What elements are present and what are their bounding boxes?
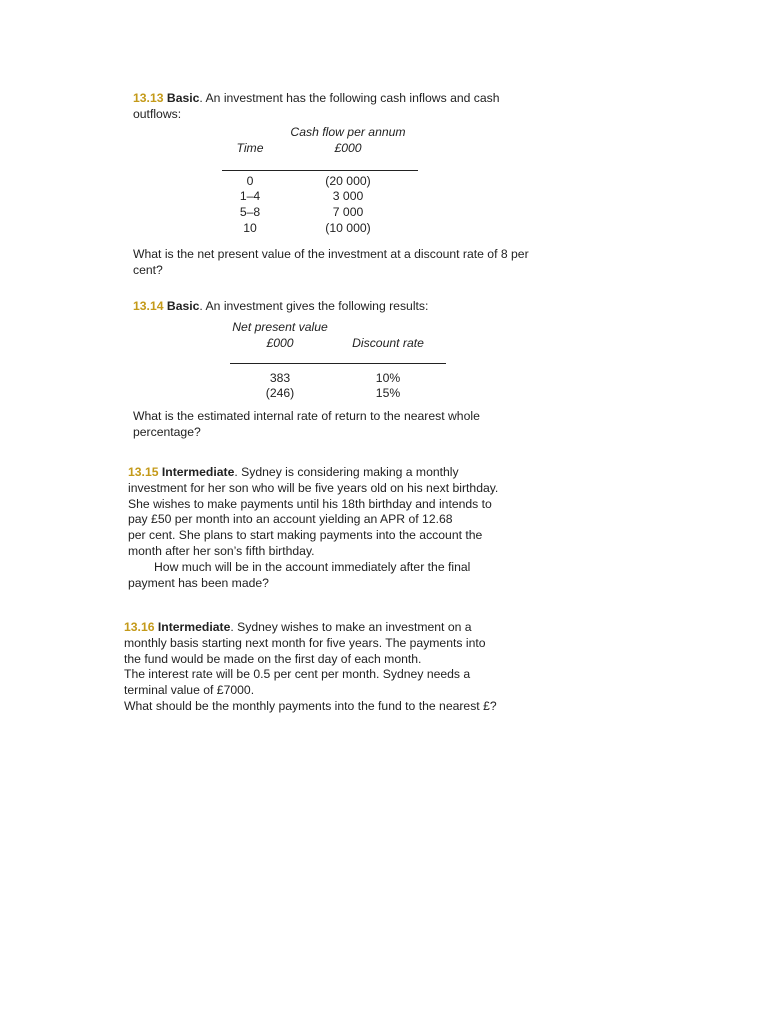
difficulty-level: Basic xyxy=(166,299,200,313)
question-number: 13.13 xyxy=(133,91,164,105)
text-line: pay £50 per month into an account yielding an APR of 12.68 xyxy=(128,512,453,527)
value-cell: 7 000 xyxy=(332,205,364,220)
question-13-13-prompt xyxy=(133,247,538,279)
time-cell: 0 xyxy=(246,173,254,188)
text-line xyxy=(128,465,548,481)
intro-text: . An investment gives the following results: xyxy=(199,299,429,313)
question-text: How much will be in the account immediately after the final xyxy=(154,559,471,574)
cash-flow-header-line1: Cash flow per annum xyxy=(290,125,406,139)
difficulty-level: Intermediate xyxy=(161,465,235,479)
question-13-15 xyxy=(128,465,548,591)
question-13-16 xyxy=(124,620,544,715)
question-number: 13.15 xyxy=(128,465,159,479)
question-text: What is the net present value of the investment at a discount rate of 8 per cent? xyxy=(133,247,529,277)
text-line: . Sydney is considering making a monthly xyxy=(234,465,459,479)
cash-flow-header-line2: £000 xyxy=(334,140,362,155)
question-13-13-intro xyxy=(133,91,533,123)
text-line xyxy=(124,620,544,636)
question-text: What should be the monthly payments into the fund to the nearest £? xyxy=(124,698,497,713)
table-row xyxy=(222,189,418,205)
question-13-13 xyxy=(133,91,533,123)
text-line: investment for her son who will be five years old on his next birthday. xyxy=(128,480,499,495)
table-row xyxy=(222,221,418,237)
text-line: . Sydney wishes to make an investment on a xyxy=(230,620,472,634)
text-line: the fund would be made on the first day of each month. xyxy=(124,651,422,666)
rate-header: Discount rate xyxy=(352,335,424,350)
irr-table xyxy=(230,320,446,402)
question-number: 13.16 xyxy=(124,620,155,634)
question-text: What is the estimated internal rate of return to the nearest whole percentage? xyxy=(133,409,480,439)
question-13-14-intro xyxy=(133,299,533,315)
text-line: terminal value of £7000. xyxy=(124,683,255,698)
text-line: She wishes to make payments until his 18th birthday and intends to xyxy=(128,496,492,511)
time-header: Time xyxy=(236,140,264,155)
value-cell: (20 000) xyxy=(325,173,371,188)
value-cell: 3 000 xyxy=(332,189,364,204)
npv-header-line1: Net present value xyxy=(232,320,328,334)
table-row xyxy=(230,371,446,387)
table-row xyxy=(222,174,418,190)
table-row xyxy=(222,205,418,221)
difficulty-level: Basic xyxy=(166,91,200,105)
question-number: 13.14 xyxy=(133,299,164,313)
cash-flow-table xyxy=(222,125,418,237)
difficulty-level: Intermediate xyxy=(157,620,231,634)
text-line: The interest rate will be 0.5 per cent per month. Sydney needs a xyxy=(124,667,471,682)
time-cell: 5–8 xyxy=(239,205,261,220)
question-text: payment has been made? xyxy=(128,575,269,590)
intro-text: . An investment has the following cash inflows and cash outflows: xyxy=(133,91,500,121)
question-13-14 xyxy=(133,299,533,315)
text-line: month after her son’s fifth birthday. xyxy=(128,543,315,558)
rate-cell: 15% xyxy=(375,386,401,401)
text-line: monthly basis starting next month for five years. The payments into xyxy=(124,635,486,650)
text-line: per cent. She plans to start making payments into the account the xyxy=(128,528,483,543)
table-row xyxy=(230,386,446,402)
rate-cell: 10% xyxy=(375,370,401,385)
time-cell: 10 xyxy=(243,220,257,235)
time-cell: 1–4 xyxy=(239,189,261,204)
npv-header-line2: £000 xyxy=(266,335,294,350)
question-13-14-prompt xyxy=(133,409,533,441)
value-cell: (10 000) xyxy=(325,220,371,235)
npv-cell: (246) xyxy=(265,386,295,401)
npv-cell: 383 xyxy=(269,370,291,385)
